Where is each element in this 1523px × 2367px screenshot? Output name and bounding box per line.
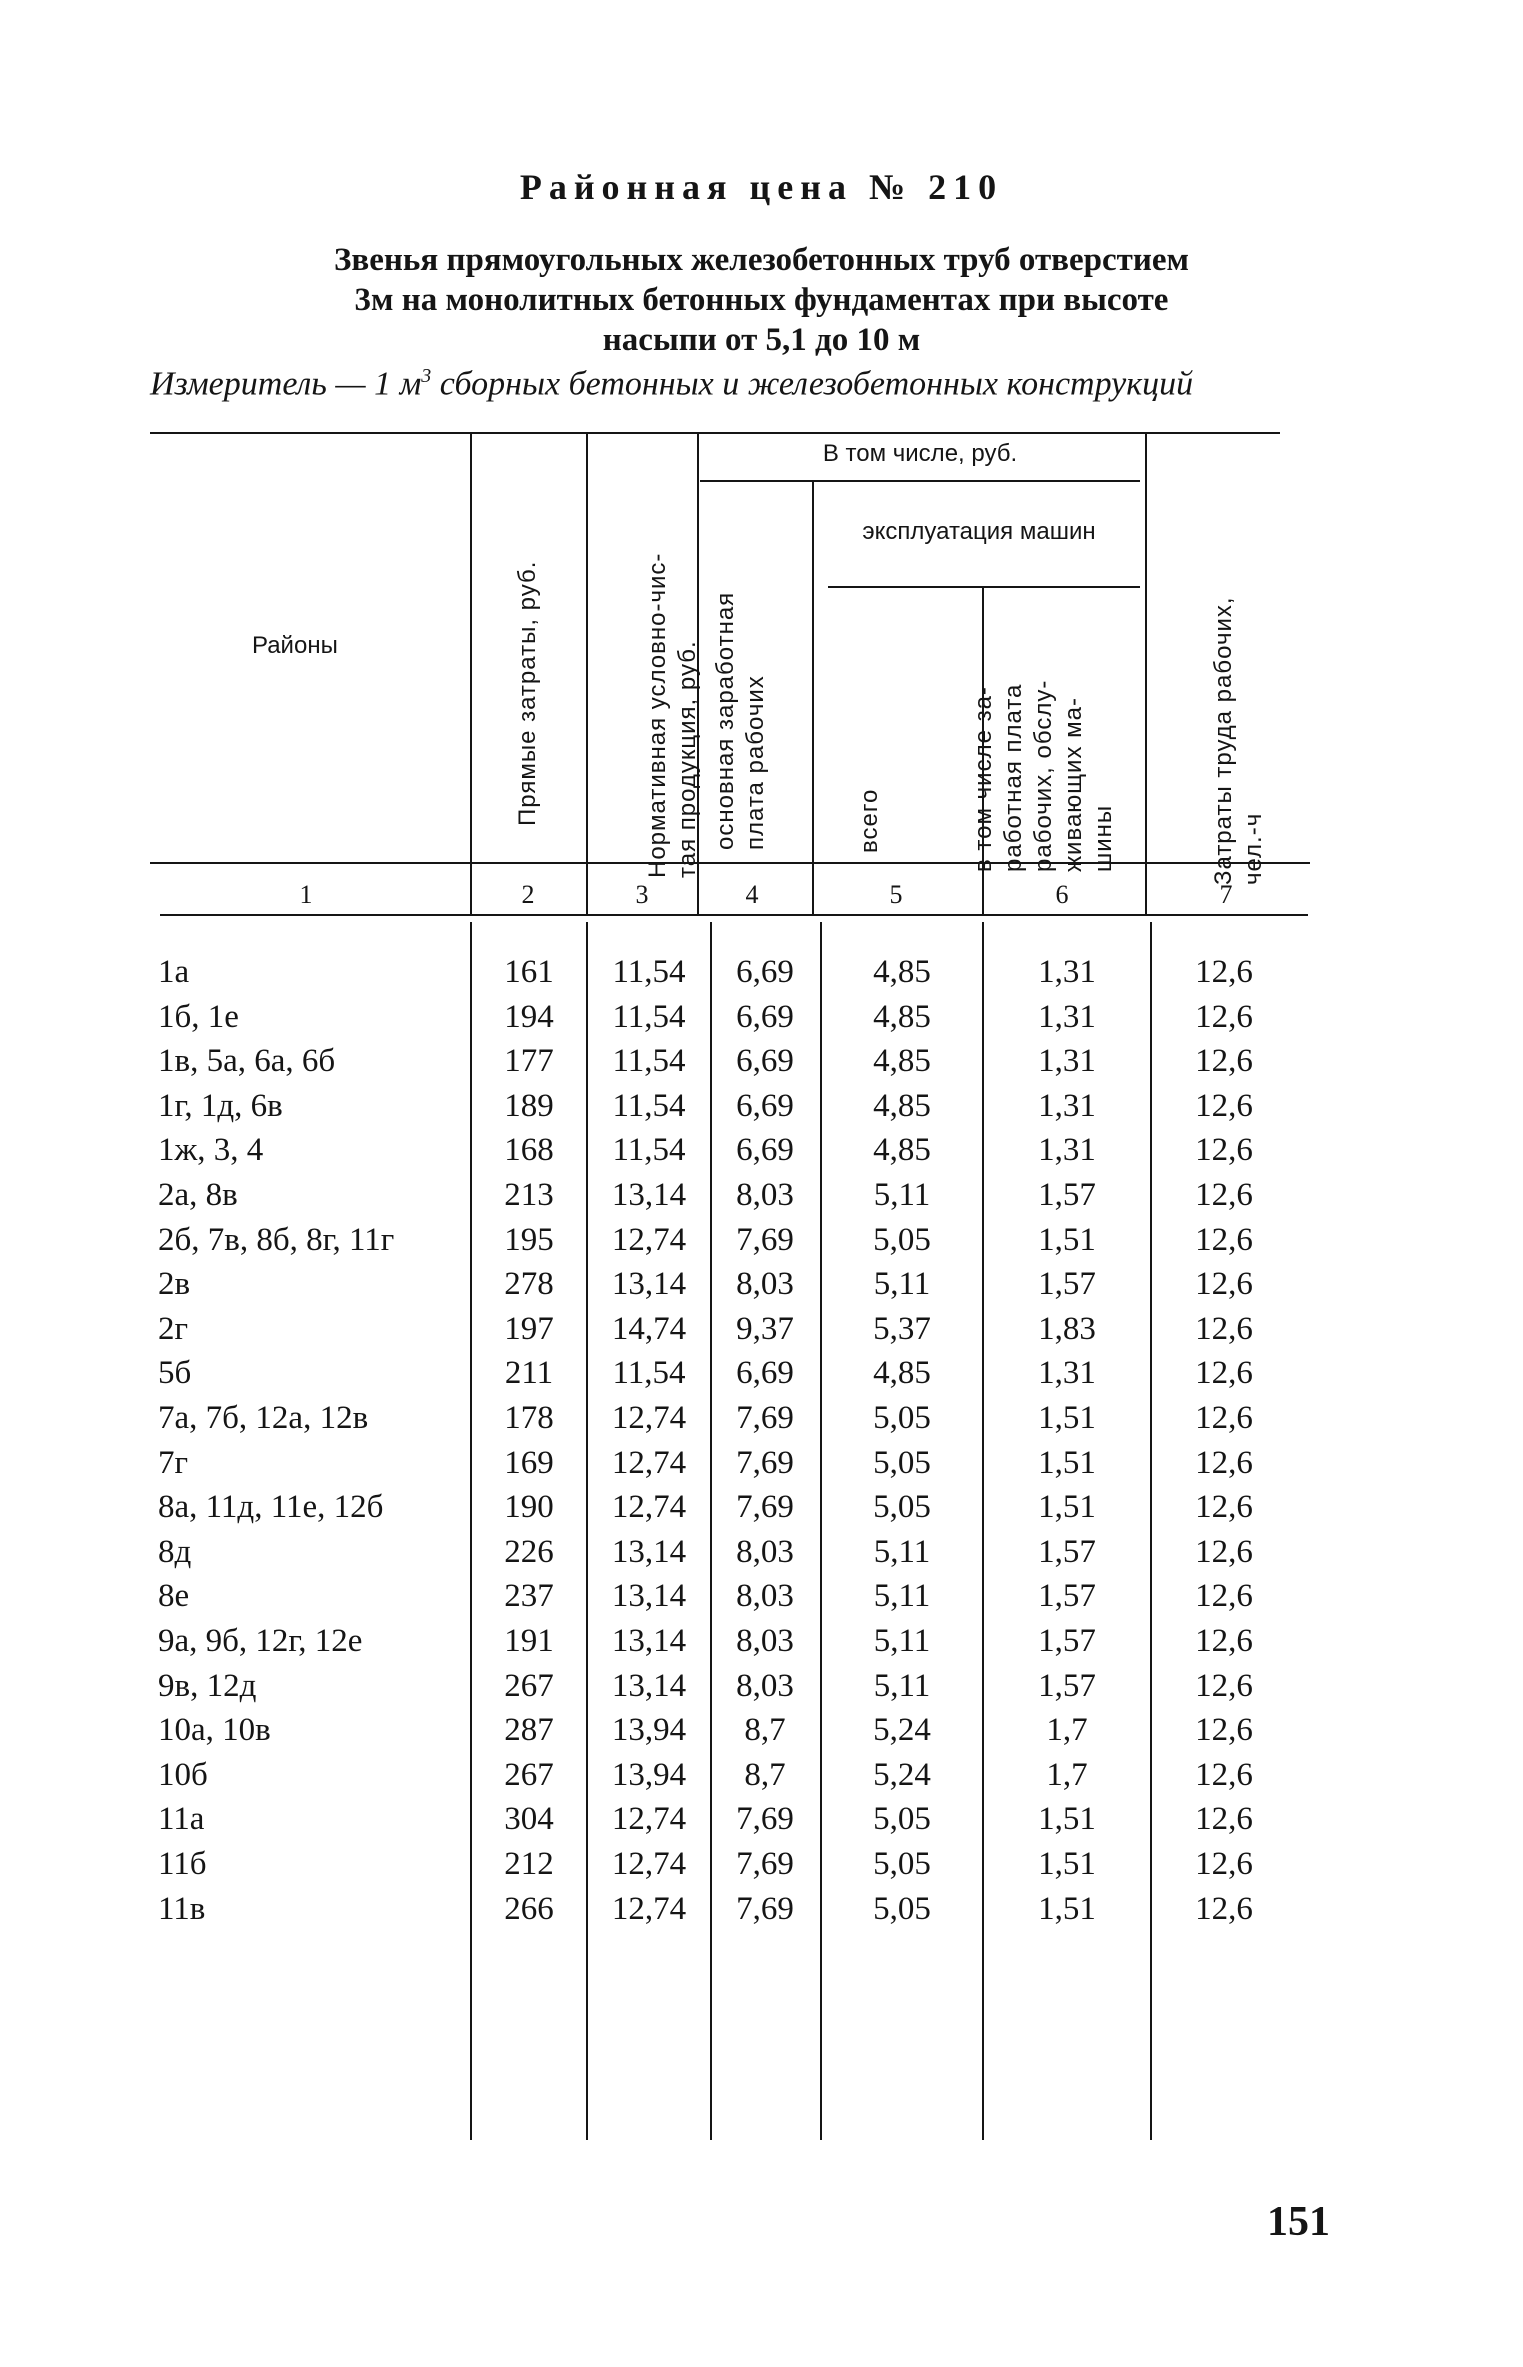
base-wage-cell: 6,69 — [736, 954, 794, 990]
region-cell: 10б — [158, 1757, 208, 1793]
labor-cell: 12,6 — [1195, 1757, 1253, 1793]
base-wage-cell: 6,69 — [736, 1355, 794, 1391]
normative-cell: 13,94 — [611, 1712, 687, 1748]
operator-wage-cell: 1,51 — [1038, 1400, 1096, 1436]
machines-total-cell: 5,05 — [873, 1222, 931, 1258]
subtitle-line-3: насыпи от 5,1 до 10 м — [602, 322, 921, 358]
operator-wage-cell: 1,51 — [1038, 1891, 1096, 1927]
base-wage-cell: 7,69 — [736, 1891, 794, 1927]
base-wage-cell: 6,69 — [736, 999, 794, 1035]
header-normative-line-1: Нормативная условно-чис- — [644, 552, 671, 878]
column-number-1: 1 — [299, 880, 313, 909]
machines-total-cell: 5,11 — [873, 1623, 931, 1659]
labor-cell: 12,6 — [1195, 1534, 1253, 1570]
header-operator-wage-line-1: в том числе за- — [970, 686, 997, 872]
region-cell: 8д — [158, 1534, 192, 1570]
direct-costs-cell: 267 — [504, 1668, 554, 1704]
labor-cell: 12,6 — [1195, 1088, 1253, 1124]
normative-cell: 14,74 — [611, 1311, 687, 1347]
region-cell: 1в, 5а, 6а, 6б — [158, 1043, 336, 1079]
operator-wage-cell: 1,31 — [1038, 1355, 1096, 1391]
labor-cell: 12,6 — [1195, 1891, 1253, 1927]
body-rule-6 — [1150, 922, 1152, 2140]
machines-total-cell: 5,05 — [873, 1891, 931, 1927]
direct-costs-cell: 190 — [504, 1489, 554, 1525]
machines-total-cell: 5,05 — [873, 1445, 931, 1481]
header-base-wage-line-2: плата рабочих — [742, 675, 769, 850]
measurement-unit — [150, 365, 1380, 403]
base-wage-cell: 8,7 — [744, 1712, 786, 1748]
body-rule-5 — [982, 922, 984, 2140]
header-including: В том числе, руб. — [822, 440, 1018, 467]
base-wage-cell: 7,69 — [736, 1400, 794, 1436]
region-cell: 8а, 11д, 11е, 12б — [158, 1489, 384, 1525]
col-rule-6 — [1145, 432, 1147, 914]
base-wage-cell: 6,69 — [736, 1132, 794, 1168]
base-wage-cell: 6,69 — [736, 1088, 794, 1124]
machines-total-cell: 4,85 — [873, 954, 931, 990]
body-rule-4 — [820, 922, 822, 2140]
machines-total-cell: 5,05 — [873, 1400, 931, 1436]
page-number: 151 — [1267, 2199, 1330, 2245]
machines-total-cell: 5,05 — [873, 1846, 931, 1882]
table-top-rule — [150, 432, 1280, 434]
header-operator-wage-line-5: шины — [1090, 804, 1117, 872]
region-cell: 8е — [158, 1578, 190, 1614]
base-wage-cell: 7,69 — [736, 1489, 794, 1525]
col-rule-2 — [586, 432, 588, 914]
normative-cell: 12,74 — [611, 1801, 687, 1837]
direct-costs-cell: 194 — [504, 999, 554, 1035]
operator-wage-cell: 1,31 — [1038, 1043, 1096, 1079]
region-cell: 7г — [158, 1445, 189, 1481]
operator-wage-cell: 1,51 — [1038, 1801, 1096, 1837]
machines-total-cell: 5,05 — [873, 1801, 931, 1837]
header-normative — [643, 478, 703, 878]
column-number-3: 3 — [635, 880, 649, 909]
labor-cell: 12,6 — [1195, 1445, 1253, 1481]
operator-wage-cell: 1,57 — [1038, 1578, 1096, 1614]
normative-cell: 13,14 — [611, 1534, 687, 1570]
normative-cell: 11,54 — [612, 999, 686, 1035]
header-operator-wage — [969, 612, 1119, 872]
operator-wage-cell: 1,31 — [1038, 1132, 1096, 1168]
operator-wage-cell: 1,57 — [1038, 1177, 1096, 1213]
column-number-6: 6 — [1055, 880, 1069, 909]
header-operator-wage-line-4: живающих ма- — [1060, 697, 1087, 872]
normative-cell: 12,74 — [611, 1222, 687, 1258]
direct-costs-cell: 161 — [504, 954, 554, 990]
operator-wage-cell: 1,57 — [1038, 1534, 1096, 1570]
base-wage-cell: 7,69 — [736, 1846, 794, 1882]
header-labor — [1209, 495, 1269, 885]
direct-costs-cell: 211 — [504, 1355, 554, 1391]
region-cell: 1а — [158, 954, 190, 990]
direct-costs-cell: 267 — [504, 1757, 554, 1793]
direct-costs-cell: 212 — [504, 1846, 554, 1882]
machines-total-cell: 4,85 — [873, 999, 931, 1035]
measure-superscript: 3 — [421, 365, 432, 387]
labor-cell: 12,6 — [1195, 1177, 1253, 1213]
labor-cell: 12,6 — [1195, 1355, 1253, 1391]
base-wage-cell: 7,69 — [736, 1801, 794, 1837]
machines-total-cell: 4,85 — [873, 1355, 931, 1391]
header-machine-operation: эксплуатация машин — [862, 518, 1096, 545]
machines-total-cell: 4,85 — [873, 1132, 931, 1168]
measure-prefix: Измеритель — 1 м — [150, 365, 422, 403]
column-number-4: 4 — [745, 880, 759, 909]
header-operator-wage-line-3: рабочих, обслу- — [1030, 679, 1057, 872]
base-wage-cell: 7,69 — [736, 1222, 794, 1258]
colnum-bottom-rule — [160, 914, 1308, 916]
base-wage-cell: 9,37 — [736, 1311, 794, 1347]
header-base-wage — [711, 550, 771, 850]
machines-total-cell: 4,85 — [873, 1043, 931, 1079]
region-cell: 11в — [158, 1891, 206, 1927]
machines-total-cell: 5,24 — [873, 1712, 931, 1748]
region-cell: 9в, 12д — [158, 1668, 257, 1704]
direct-costs-cell: 237 — [504, 1578, 554, 1614]
operator-wage-cell: 1,57 — [1038, 1668, 1096, 1704]
base-wage-cell: 8,03 — [736, 1578, 794, 1614]
operator-wage-cell: 1,7 — [1046, 1757, 1088, 1793]
machines-total-cell: 5,11 — [873, 1668, 931, 1704]
normative-cell: 12,74 — [611, 1846, 687, 1882]
operator-wage-cell: 1,51 — [1038, 1846, 1096, 1882]
machines-total-cell: 5,24 — [873, 1757, 931, 1793]
operator-wage-cell: 1,7 — [1046, 1712, 1088, 1748]
direct-costs-cell: 168 — [504, 1132, 554, 1168]
normative-cell: 13,14 — [611, 1623, 687, 1659]
machines-total-cell: 5,11 — [873, 1177, 931, 1213]
price-heading: Районная цена № 210 — [519, 167, 1004, 207]
machines-underline — [828, 586, 1140, 588]
operator-wage-cell: 1,57 — [1038, 1266, 1096, 1302]
header-regions: Районы — [252, 632, 338, 659]
direct-costs-cell: 278 — [504, 1266, 554, 1302]
labor-cell: 12,6 — [1195, 1222, 1253, 1258]
operator-wage-cell: 1,31 — [1038, 954, 1096, 990]
labor-cell: 12,6 — [1195, 1043, 1253, 1079]
operator-wage-cell: 1,31 — [1038, 999, 1096, 1035]
normative-cell: 11,54 — [612, 1043, 686, 1079]
body-rule-1 — [470, 922, 472, 2140]
direct-costs-cell: 213 — [504, 1177, 554, 1213]
direct-costs-cell: 304 — [504, 1801, 554, 1837]
direct-costs-cell: 266 — [504, 1891, 554, 1927]
normative-cell: 12,74 — [611, 1445, 687, 1481]
normative-cell: 12,74 — [611, 1400, 687, 1436]
header-base-wage-line-1: основная заработная — [712, 591, 739, 850]
machines-total-cell: 4,85 — [873, 1088, 931, 1124]
measure-suffix: сборных бетонных и железобетонных конструкций — [431, 365, 1194, 403]
normative-cell: 11,54 — [612, 954, 686, 990]
labor-cell: 12,6 — [1195, 954, 1253, 990]
machines-total-cell: 5,37 — [873, 1311, 931, 1347]
normative-cell: 13,14 — [611, 1578, 687, 1614]
machines-total-cell: 5,05 — [873, 1489, 931, 1525]
labor-cell: 12,6 — [1195, 1712, 1253, 1748]
normative-cell: 11,54 — [612, 1132, 686, 1168]
column-number-7: 7 — [1219, 880, 1233, 909]
normative-cell: 13,94 — [611, 1757, 687, 1793]
direct-costs-cell: 189 — [504, 1088, 554, 1124]
machines-total-cell: 5,11 — [873, 1578, 931, 1614]
normative-cell: 11,54 — [612, 1355, 686, 1391]
normative-cell: 12,74 — [611, 1489, 687, 1525]
operator-wage-cell: 1,51 — [1038, 1222, 1096, 1258]
labor-cell: 12,6 — [1195, 1400, 1253, 1436]
subtitle-line-2: 3м на монолитных бетонных фундаментах при высоте — [354, 282, 1169, 318]
base-wage-cell: 8,03 — [736, 1623, 794, 1659]
including-underline — [700, 480, 1140, 482]
region-cell: 1г, 1д, 6в — [158, 1088, 283, 1124]
header-labor-line-1: Затраты труда рабочих, — [1210, 596, 1237, 885]
normative-cell: 13,14 — [611, 1668, 687, 1704]
region-cell: 1б, 1е — [158, 999, 239, 1035]
header-total — [855, 753, 885, 853]
normative-cell: 12,74 — [611, 1891, 687, 1927]
machines-total-cell: 5,11 — [873, 1266, 931, 1302]
header-total-text: всего — [856, 788, 883, 853]
normative-cell: 11,54 — [612, 1088, 686, 1124]
labor-cell: 12,6 — [1195, 1846, 1253, 1882]
subtitle — [200, 240, 1323, 360]
operator-wage-cell: 1,57 — [1038, 1623, 1096, 1659]
base-wage-cell: 7,69 — [736, 1445, 794, 1481]
labor-cell: 12,6 — [1195, 1266, 1253, 1302]
direct-costs-cell: 226 — [504, 1534, 554, 1570]
operator-wage-cell: 1,51 — [1038, 1445, 1096, 1481]
operator-wage-cell: 1,31 — [1038, 1088, 1096, 1124]
col-rule-1 — [470, 432, 472, 914]
direct-costs-cell: 177 — [504, 1043, 554, 1079]
column-number-5: 5 — [889, 880, 903, 909]
header-labor-line-2: чел.-ч — [1240, 812, 1267, 885]
region-cell: 2г — [158, 1311, 189, 1347]
header-direct-costs-text: Прямые затраты, руб. — [514, 560, 541, 826]
labor-cell: 12,6 — [1195, 999, 1253, 1035]
subtitle-line-1: Звенья прямоугольных железобетонных труб отверстием — [333, 242, 1190, 278]
labor-cell: 12,6 — [1195, 1489, 1253, 1525]
direct-costs-cell: 195 — [504, 1222, 554, 1258]
base-wage-cell: 6,69 — [736, 1043, 794, 1079]
region-cell: 2в — [158, 1266, 191, 1302]
direct-costs-cell: 287 — [504, 1712, 554, 1748]
region-cell: 11а — [158, 1801, 205, 1837]
operator-wage-cell: 1,83 — [1038, 1311, 1096, 1347]
labor-cell: 12,6 — [1195, 1578, 1253, 1614]
direct-costs-cell: 169 — [504, 1445, 554, 1481]
base-wage-cell: 8,03 — [736, 1266, 794, 1302]
normative-cell: 13,14 — [611, 1266, 687, 1302]
region-cell: 2а, 8в — [158, 1177, 238, 1213]
body-rule-2 — [586, 922, 588, 2140]
direct-costs-cell: 191 — [504, 1623, 554, 1659]
base-wage-cell: 8,7 — [744, 1757, 786, 1793]
base-wage-cell: 8,03 — [736, 1177, 794, 1213]
region-cell: 1ж, 3, 4 — [158, 1132, 264, 1168]
direct-costs-cell: 178 — [504, 1400, 554, 1436]
direct-costs-cell: 197 — [504, 1311, 554, 1347]
region-cell: 9а, 9б, 12г, 12е — [158, 1623, 363, 1659]
labor-cell: 12,6 — [1195, 1311, 1253, 1347]
header-direct-costs — [513, 536, 543, 826]
column-number-2: 2 — [521, 880, 535, 909]
operator-wage-cell: 1,51 — [1038, 1489, 1096, 1525]
region-cell: 10а, 10в — [158, 1712, 271, 1748]
labor-cell: 12,6 — [1195, 1668, 1253, 1704]
region-cell: 5б — [158, 1355, 192, 1391]
header-bottom-rule — [150, 862, 1310, 864]
labor-cell: 12,6 — [1195, 1132, 1253, 1168]
base-wage-cell: 8,03 — [736, 1668, 794, 1704]
region-cell: 2б, 7в, 8б, 8г, 11г — [158, 1222, 395, 1258]
labor-cell: 12,6 — [1195, 1801, 1253, 1837]
header-operator-wage-line-2: работная плата — [1000, 683, 1027, 872]
normative-cell: 13,14 — [611, 1177, 687, 1213]
region-cell: 11б — [158, 1846, 207, 1882]
region-cell: 7а, 7б, 12а, 12в — [158, 1400, 369, 1436]
machines-total-cell: 5,11 — [873, 1534, 931, 1570]
base-wage-cell: 8,03 — [736, 1534, 794, 1570]
header-normative-line-2: тая продукция, руб. — [674, 640, 701, 878]
labor-cell: 12,6 — [1195, 1623, 1253, 1659]
